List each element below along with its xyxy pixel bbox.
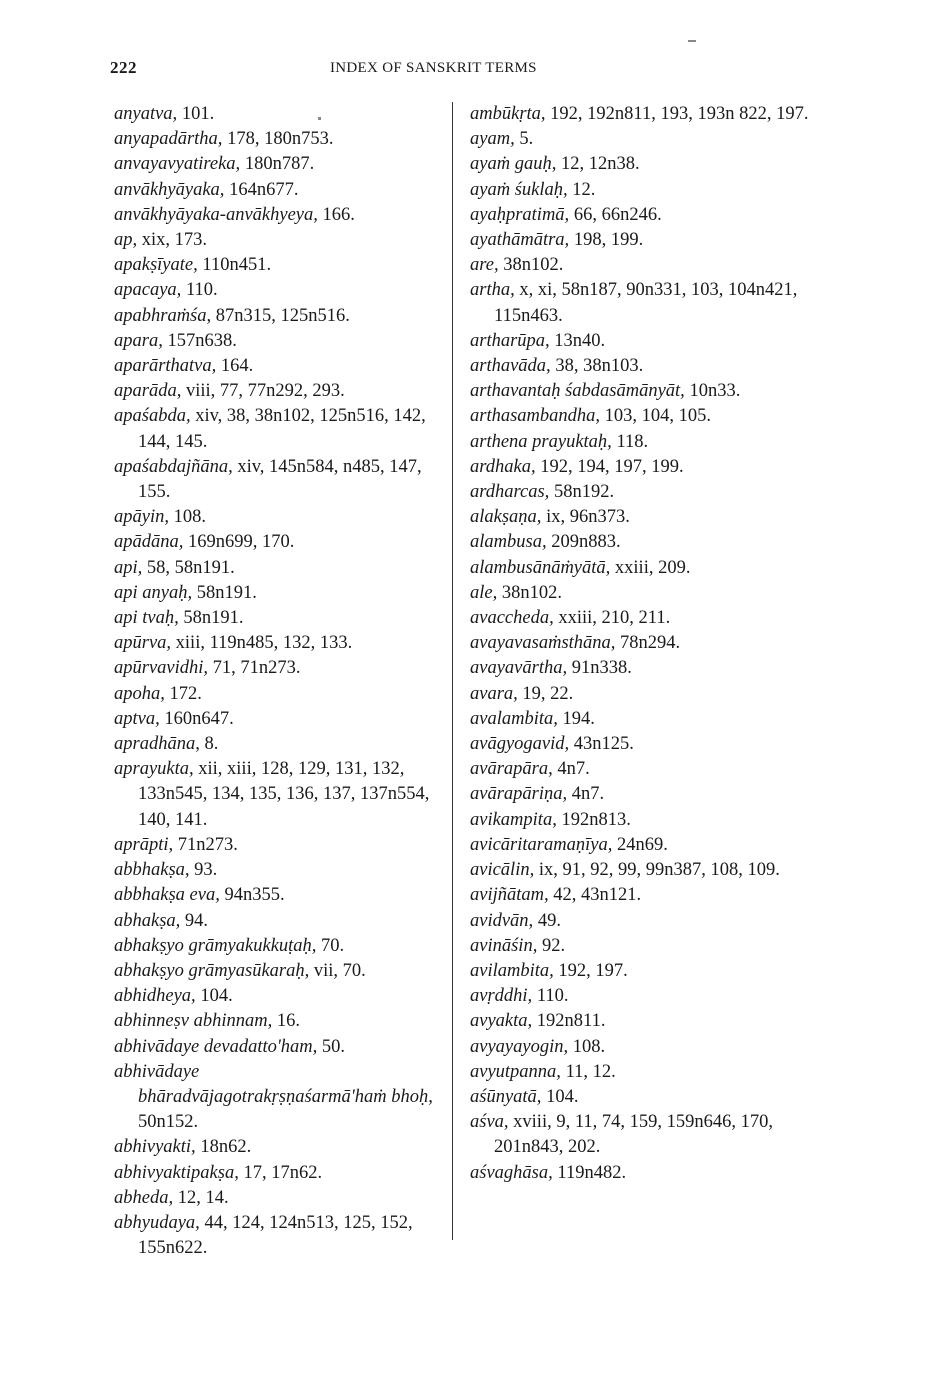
- index-entry: [470, 581, 820, 606]
- index-term: aśvaghāsa,: [470, 1162, 553, 1183]
- index-term: apādāna,: [114, 532, 184, 553]
- index-entry: [114, 833, 449, 858]
- index-entry: [114, 1186, 449, 1211]
- index-term: avārapāriṇa,: [470, 784, 568, 805]
- index-term: abhakṣa,: [114, 910, 181, 931]
- index-references: 71n273.: [173, 834, 238, 855]
- index-references: 192n813.: [556, 809, 631, 830]
- index-entry: [114, 909, 449, 934]
- index-term: anvākhyāyaka-anvākhyeya,: [114, 204, 318, 225]
- index-entry: [470, 278, 820, 328]
- index-entry: [114, 1035, 449, 1060]
- index-term: avara,: [470, 683, 518, 704]
- index-references: 160n647.: [159, 708, 234, 729]
- index-entry: [114, 379, 449, 404]
- index-term: avyakta,: [470, 1011, 533, 1032]
- index-entry: [114, 102, 449, 127]
- index-entry: [114, 178, 449, 203]
- index-entry: [470, 1009, 820, 1034]
- index-entry: [114, 228, 449, 253]
- index-entry: [114, 253, 449, 278]
- index-entry: [114, 278, 449, 303]
- index-references: 58n191.: [192, 582, 257, 603]
- index-term: artharūpa,: [470, 330, 550, 351]
- index-term: abhivādaye bhāradvājagotrakṛṣṇaśarmā'haṁ bhoḥ,: [114, 1061, 433, 1107]
- index-term: avayavasaṁsthāna,: [470, 633, 616, 654]
- index-entry: [114, 1161, 449, 1186]
- index-term: aśūnyatā,: [470, 1086, 542, 1107]
- index-term: api tvaḥ,: [114, 608, 179, 629]
- index-term: are,: [470, 255, 499, 276]
- index-references: 12, 12n38.: [556, 154, 640, 175]
- index-entry: [470, 178, 820, 203]
- index-references: 104.: [541, 1086, 579, 1107]
- index-term: avāgyogavid,: [470, 734, 570, 755]
- index-entry: [114, 707, 449, 732]
- index-term: apūrva,: [114, 633, 172, 654]
- index-entry: [114, 329, 449, 354]
- index-entry: [470, 505, 820, 530]
- index-term: anyatva,: [114, 104, 178, 124]
- index-entry: [470, 757, 820, 782]
- index-entry: [114, 959, 449, 984]
- index-entry: [114, 581, 449, 606]
- index-references: 58n192.: [549, 482, 615, 503]
- index-references: xiv, 38, 38n102, 125n516, 142, 144, 145.: [138, 406, 426, 452]
- index-entry: [470, 253, 820, 278]
- index-references: x, xi, 58n187, 90n331, 103, 104n421, 115n463.: [494, 280, 798, 326]
- index-term: alambusa,: [470, 532, 547, 553]
- index-references: 101.: [177, 104, 215, 124]
- index-entry: [114, 455, 449, 505]
- index-references: 10n33.: [684, 381, 741, 402]
- index-entry: [470, 808, 820, 833]
- index-references: 42, 43n121.: [548, 885, 642, 906]
- index-term: apāyin,: [114, 507, 169, 528]
- index-references: 94.: [180, 910, 209, 931]
- index-entry: [470, 656, 820, 681]
- index-references: xii, xiii, 128, 129, 131, 132, 133n545, 134, 135, 136, 137, 137n554, 140, 141.: [138, 759, 430, 830]
- scan-speck: [318, 117, 321, 120]
- index-term: alakṣaṇa,: [470, 507, 542, 528]
- index-references: viii, 77, 77n292, 293.: [181, 381, 345, 402]
- index-entry: [114, 505, 449, 530]
- index-entry: [470, 1060, 820, 1085]
- index-entry: [470, 1110, 820, 1160]
- index-entry: [114, 934, 449, 959]
- index-term: anvākhyāyaka,: [114, 179, 225, 200]
- index-term: abhivādaye devadatto'ham,: [114, 1036, 318, 1057]
- index-references: 44, 124, 124n513, 125, 152, 155n622.: [138, 1212, 413, 1259]
- index-references: 164.: [216, 356, 254, 377]
- index-term: arthena prayuktaḥ,: [470, 431, 612, 452]
- index-term: arthasambandha,: [470, 406, 601, 427]
- index-term: abheda,: [114, 1187, 174, 1208]
- page-number: 222: [110, 58, 137, 77]
- index-references: 71, 71n273.: [208, 658, 301, 679]
- index-term: anyapadārtha,: [114, 129, 223, 150]
- index-term: ayaṁ śuklaḥ,: [470, 179, 568, 200]
- index-references: 180n787.: [240, 154, 315, 175]
- index-entry: [114, 656, 449, 681]
- index-references: 38n102.: [498, 255, 564, 276]
- index-references: 58, 58n191.: [142, 557, 235, 578]
- index-term: avalambita,: [470, 708, 558, 729]
- index-term: abbhakṣa,: [114, 860, 190, 881]
- index-term: apacaya,: [114, 280, 182, 301]
- index-term: aparārthatva,: [114, 356, 217, 377]
- index-term: apakṣīyate,: [114, 255, 198, 276]
- index-references: 104.: [195, 986, 233, 1007]
- index-entry: [470, 959, 820, 984]
- index-term: abhidheya,: [114, 986, 196, 1007]
- index-entry: [114, 1135, 449, 1160]
- index-entry: [114, 1060, 449, 1136]
- index-entry: [114, 984, 449, 1009]
- column-divider: [452, 102, 453, 1240]
- index-entry: [470, 455, 820, 480]
- index-term: abhivyaktipakṣa,: [114, 1162, 239, 1183]
- index-term: arthavāda,: [470, 356, 551, 377]
- index-references: 13n40.: [549, 330, 606, 351]
- index-entry: [470, 732, 820, 757]
- index-references: 43n125.: [569, 734, 634, 755]
- index-term: artha,: [470, 280, 515, 301]
- index-term: aprayukta,: [114, 759, 194, 780]
- index-references: xix, 173.: [137, 230, 208, 251]
- index-term: apūrvavidhi,: [114, 658, 209, 679]
- index-term: apoha,: [114, 683, 165, 704]
- index-references: 192, 197.: [553, 960, 628, 981]
- index-references: 103, 104, 105.: [600, 406, 712, 427]
- index-term: apradhāna,: [114, 734, 200, 755]
- index-entry: [470, 354, 820, 379]
- index-entry: [470, 228, 820, 253]
- index-references: 93.: [189, 860, 218, 881]
- index-term: apaśabdajñāna,: [114, 456, 233, 477]
- index-entry: [470, 1161, 820, 1186]
- index-references: 110n451.: [197, 255, 272, 276]
- index-term: avicālin,: [470, 860, 535, 881]
- index-references: 87n315, 125n516.: [211, 305, 350, 326]
- index-entry: [114, 757, 449, 833]
- index-references: 172.: [164, 683, 202, 704]
- index-term: ayaṁ gauḥ,: [470, 154, 557, 175]
- index-entry: [114, 556, 449, 581]
- index-term: avijñātam,: [470, 885, 549, 906]
- index-term: abhakṣyo grāmyakukkuṭaḥ,: [114, 935, 317, 956]
- index-term: abhyudaya,: [114, 1212, 200, 1233]
- index-term: avārapāra,: [470, 759, 553, 780]
- index-references: 50n152.: [138, 1112, 199, 1133]
- index-entry: [114, 203, 449, 228]
- index-references: 178, 180n753.: [222, 129, 334, 150]
- index-entry: [114, 732, 449, 757]
- index-term: avyayayogin,: [470, 1036, 569, 1057]
- index-entry: [470, 606, 820, 631]
- index-term: ap,: [114, 230, 138, 251]
- index-entry: [114, 152, 449, 177]
- index-term: aptva,: [114, 708, 160, 729]
- index-references: 12, 14.: [173, 1187, 229, 1208]
- index-references: 4n7.: [567, 784, 605, 805]
- index-term: ayaḥpratimā,: [470, 204, 570, 225]
- index-term: ale,: [470, 582, 498, 603]
- index-references: 110.: [181, 280, 218, 301]
- index-column-left: [114, 102, 449, 1261]
- index-entry: [470, 127, 820, 152]
- index-term: ayathāmātra,: [470, 230, 570, 251]
- index-entry: [470, 556, 820, 581]
- index-references: 18n62.: [195, 1137, 252, 1158]
- index-references: 38, 38n103.: [550, 356, 644, 377]
- index-term: arthavantaḥ śabdasāmānyāt,: [470, 381, 685, 402]
- index-term: abhinneṣv abhinnam,: [114, 1011, 273, 1032]
- index-entry: [470, 631, 820, 656]
- index-entry: [470, 152, 820, 177]
- index-term: avicāritaramaṇīya,: [470, 834, 613, 855]
- index-entry: [114, 530, 449, 555]
- index-entry: [114, 606, 449, 631]
- index-entry: [470, 1085, 820, 1110]
- index-term: avayavārtha,: [470, 658, 568, 679]
- index-references: 19, 22.: [517, 683, 574, 704]
- index-entry: [114, 304, 449, 329]
- running-title: INDEX OF SANSKRIT TERMS: [330, 60, 537, 76]
- index-term: anvayavyatireka,: [114, 154, 241, 175]
- index-references: 78n294.: [615, 633, 681, 654]
- index-entry: [114, 883, 449, 908]
- index-references: 38n102.: [497, 582, 562, 603]
- index-references: 192, 194, 197, 199.: [535, 456, 684, 477]
- index-entry: [470, 833, 820, 858]
- index-term: api,: [114, 557, 143, 578]
- index-entry: [114, 127, 449, 152]
- index-references: vii, 70.: [309, 960, 366, 981]
- index-references: 4n7.: [552, 759, 590, 780]
- index-references: 192n811.: [532, 1011, 606, 1032]
- index-entry: [470, 707, 820, 732]
- index-references: 94n355.: [219, 885, 285, 906]
- index-entry: [470, 858, 820, 883]
- index-references: 11, 12.: [560, 1061, 616, 1082]
- index-term: abbhakṣa eva,: [114, 885, 220, 906]
- index-term: apabhraṁśa,: [114, 305, 212, 326]
- index-term: api anyaḥ,: [114, 582, 193, 603]
- index-term: avṛddhi,: [470, 986, 533, 1007]
- index-entry: [470, 934, 820, 959]
- index-references: 166.: [317, 204, 355, 225]
- index-references: ix, 96n373.: [541, 507, 630, 528]
- index-references: 50.: [317, 1036, 346, 1057]
- index-term: aprāpti,: [114, 834, 174, 855]
- index-entry: [470, 883, 820, 908]
- index-entry: [114, 858, 449, 883]
- index-term: abhakṣyo grāmyasūkaraḥ,: [114, 960, 310, 981]
- index-term: abhivyakti,: [114, 1137, 196, 1158]
- index-entry: [114, 631, 449, 656]
- index-term: avaccheda,: [470, 608, 554, 629]
- index-references: xxiii, 210, 211.: [553, 608, 671, 629]
- index-column-right: [470, 102, 820, 1186]
- index-entry: [470, 984, 820, 1009]
- index-entry: [114, 1009, 449, 1034]
- index-entry: [114, 354, 449, 379]
- index-references: 70.: [316, 935, 345, 956]
- index-references: 194.: [557, 708, 595, 729]
- index-term: apaśabda,: [114, 406, 191, 427]
- index-references: 66, 66n246.: [569, 204, 662, 225]
- index-references: 92.: [537, 935, 566, 956]
- index-entry: [114, 682, 449, 707]
- index-entry: [470, 430, 820, 455]
- index-term: ambūkṛta,: [470, 104, 546, 124]
- index-term: avikampita,: [470, 809, 557, 830]
- index-references: 157n638.: [162, 330, 237, 351]
- index-entry: [470, 909, 820, 934]
- index-entry: [114, 1211, 449, 1261]
- scan-speck: [688, 40, 696, 42]
- index-entry: [470, 404, 820, 429]
- index-term: apara,: [114, 330, 163, 351]
- index-entry: [470, 480, 820, 505]
- index-term: aparāda,: [114, 381, 182, 402]
- index-references: 58n191.: [178, 608, 244, 629]
- index-term: ardharcas,: [470, 482, 550, 503]
- index-references: 209n883.: [546, 532, 621, 553]
- index-entry: [470, 329, 820, 354]
- index-references: 8.: [199, 734, 219, 755]
- index-term: avilambita,: [470, 960, 554, 981]
- index-term: avyutpanna,: [470, 1061, 561, 1082]
- index-references: 108.: [568, 1036, 606, 1057]
- index-entry: [470, 782, 820, 807]
- index-references: xviii, 9, 11, 74, 159, 159n646, 170, 201n843, 202.: [494, 1112, 774, 1158]
- index-references: 16.: [272, 1011, 301, 1032]
- index-references: 91n338.: [567, 658, 632, 679]
- index-references: 164n677.: [224, 179, 299, 200]
- index-references: 5.: [514, 129, 534, 150]
- index-entry: [114, 404, 449, 454]
- index-references: xiv, 145n584, n485, 147, 155.: [138, 456, 422, 503]
- index-entry: [470, 379, 820, 404]
- index-term: avidvān,: [470, 910, 534, 931]
- index-references: 49.: [533, 910, 561, 931]
- index-references: xiii, 119n485, 132, 133.: [171, 633, 353, 654]
- index-references: ix, 91, 92, 99, 99n387, 108, 109.: [534, 860, 780, 881]
- index-entry: [470, 1035, 820, 1060]
- index-references: 198, 199.: [569, 230, 644, 251]
- index-references: xxiii, 209.: [610, 557, 691, 578]
- index-entry: [470, 102, 820, 127]
- index-term: ardhaka,: [470, 456, 536, 477]
- index-references: 24n69.: [612, 834, 668, 855]
- index-references: 108.: [168, 507, 206, 528]
- index-references: 17, 17n62.: [238, 1162, 323, 1183]
- index-term: avināśin,: [470, 935, 538, 956]
- index-references: 12.: [567, 179, 596, 200]
- index-entry: [470, 530, 820, 555]
- index-references: 192, 192n811, 193, 193n 822, 197.: [545, 104, 809, 124]
- index-references: 118.: [611, 431, 649, 452]
- index-term: alambusānāṁyātā,: [470, 557, 611, 578]
- index-references: 119n482.: [552, 1162, 627, 1183]
- index-entry: [470, 682, 820, 707]
- index-references: 169n699, 170.: [183, 532, 295, 553]
- index-term: aśva,: [470, 1112, 509, 1133]
- index-references: 110.: [532, 986, 569, 1007]
- index-entry: [470, 203, 820, 228]
- index-term: ayam,: [470, 129, 515, 150]
